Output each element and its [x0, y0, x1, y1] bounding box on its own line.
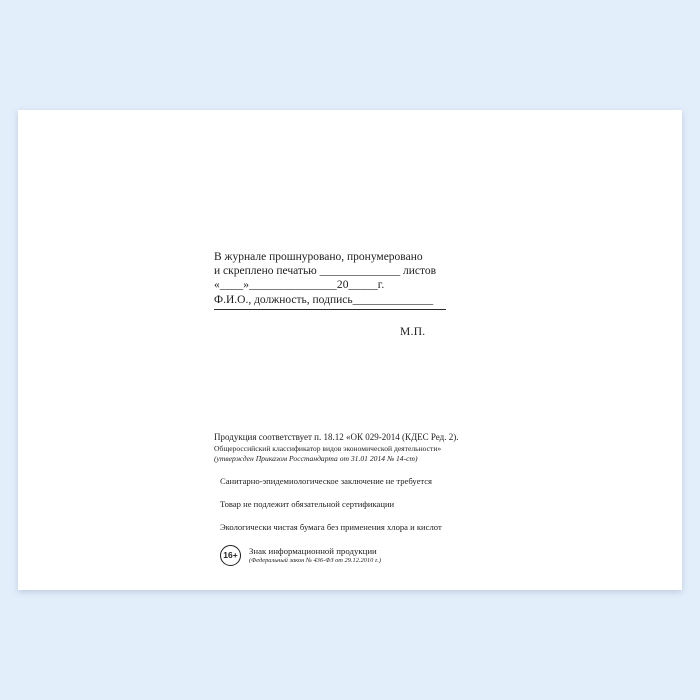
footer-item-ecology: Экологически чистая бумага без применения хлора и кислот	[220, 521, 442, 532]
age-rating-icon: 16+	[220, 545, 241, 566]
stamp-place-label: М.П.	[400, 326, 426, 338]
footer-item-certification: Товар не подлежит обязательной сертификации	[220, 498, 395, 509]
certification-line-1: В журнале прошнуровано, пронумеровано	[214, 251, 423, 263]
age-mark-subtitle: (Федеральный закон № 436-ФЗ от 29.12.2010 г.)	[249, 556, 382, 564]
footer-block	[214, 432, 544, 566]
age-mark-text	[249, 546, 381, 565]
footer-item-sanitary: Санитарно-эпидемиологическое заключение не требуется	[220, 475, 433, 486]
footer-spacer	[214, 464, 544, 476]
document-page	[18, 110, 682, 590]
certification-date-line: «____»_______________20_____г.	[214, 279, 385, 291]
okpd-line-1: Продукция соответствует п. 18.12 «ОК 029-2014 (КДЕС Ред. 2).	[214, 432, 459, 442]
age-mark-row	[214, 545, 544, 566]
signature-rule	[214, 309, 446, 310]
okpd-line-2: Общероссийский классификатор видов экономической деятельности»	[214, 443, 442, 453]
certification-block	[214, 250, 514, 338]
footer-spacer	[214, 510, 544, 522]
okpd-line-3: (утвержден Приказом Росстандарта от 31.01 2014 № 14-ст)	[214, 453, 418, 463]
certification-line-2: и скреплено печатью ______________ листов	[214, 265, 437, 277]
footer-spacer	[214, 487, 544, 499]
age-mark-title: Знак информационной продукции	[249, 545, 377, 556]
certification-signature-line: Ф.И.О., должность, подпись______________	[214, 294, 434, 306]
